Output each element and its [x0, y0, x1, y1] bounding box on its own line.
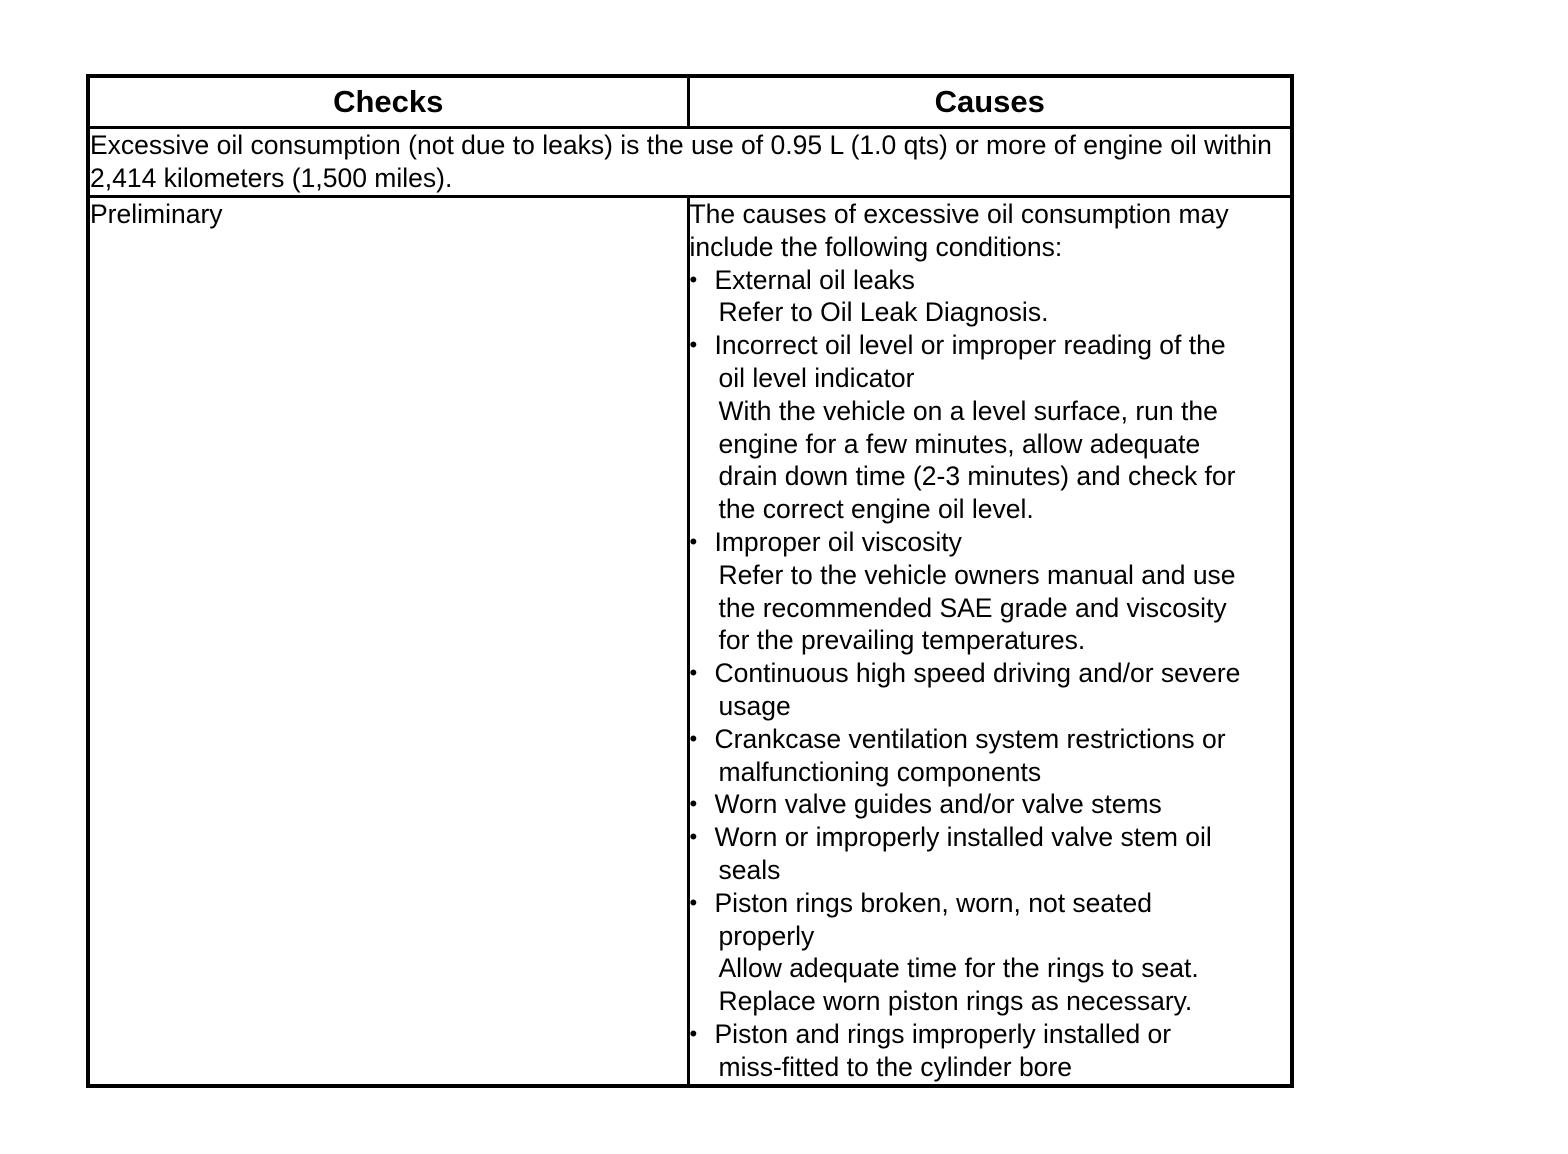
cause-title — [690, 264, 1291, 297]
cause-detail-line: properly — [718, 920, 815, 951]
bullet-icon: • — [689, 660, 698, 686]
cause-title-text: Crankcase ventilation system restrictions or — [714, 723, 1226, 754]
intro-row — [88, 128, 1292, 197]
cause-title-text: Piston rings broken, worn, not seated — [714, 887, 1152, 918]
cause-detail-line: oil level indicator — [718, 362, 915, 393]
cause-detail-line: the correct engine oil level. — [718, 494, 1034, 525]
bullet-icon: • — [689, 725, 698, 751]
cause-list-item — [690, 526, 1291, 657]
cause-list-item — [690, 1018, 1291, 1084]
cause-title — [690, 887, 1291, 920]
bullet-icon: • — [689, 791, 698, 817]
cause-list-item — [690, 723, 1291, 789]
cause-detail-line: Refer to Oil Leak Diagnosis. — [718, 297, 1049, 328]
cause-title-text: Worn or improperly installed valve stem oil — [714, 822, 1212, 853]
cause-title — [690, 657, 1291, 690]
cause-list-item — [690, 329, 1291, 526]
cause-title — [690, 1018, 1291, 1051]
causes-intro-line: include the following conditions: — [689, 231, 1063, 262]
causes-column-header: Causes — [688, 76, 1292, 128]
cause-list-item — [690, 788, 1291, 821]
causes-list — [690, 264, 1291, 1084]
bullet-icon: • — [689, 824, 698, 850]
bullet-icon: • — [689, 889, 698, 915]
cause-detail-line: seals — [718, 854, 781, 885]
table-row — [88, 197, 1292, 1087]
cause-title-text: Piston and rings improperly installed or — [714, 1018, 1172, 1049]
bullet-icon: • — [689, 1020, 698, 1046]
cause-title-text: Incorrect oil level or improper reading of the — [714, 330, 1226, 361]
cause-title — [690, 526, 1291, 559]
cause-detail-line: miss-fitted to the cylinder bore — [718, 1051, 1072, 1082]
cause-detail-line: Refer to the vehicle owners manual and use — [718, 559, 1236, 590]
cause-detail-line: Allow adequate time for the rings to seat. — [718, 953, 1199, 984]
cause-title-text: Worn valve guides and/or valve stems — [714, 789, 1162, 820]
cause-detail-line: Replace worn piston rings as necessary. — [718, 986, 1193, 1017]
oil-consumption-diagnostic-table — [86, 74, 1294, 1088]
cause-title — [690, 788, 1291, 821]
cause-list-item — [690, 264, 1291, 330]
bullet-icon: • — [689, 332, 698, 358]
cause-title-text: Improper oil viscosity — [714, 526, 962, 557]
definition-text: Excessive oil consumption (not due to leaks) is the use of 0.95 L (1.0 qts) or more of engine oil within 2,414 kilometers (1,500 miles). — [88, 128, 1292, 197]
checks-column-header: Checks — [88, 76, 688, 128]
cause-list-item — [690, 887, 1291, 1018]
cause-list-item — [690, 821, 1291, 887]
cause-detail-line: usage — [718, 690, 791, 721]
cause-title — [690, 329, 1291, 362]
cause-detail-line: With the vehicle on a level surface, run the — [718, 395, 1218, 426]
check-cell: Preliminary — [88, 197, 688, 1087]
bullet-icon: • — [689, 528, 698, 554]
cause-detail-line: for the prevailing temperatures. — [718, 625, 1086, 656]
causes-cell — [688, 197, 1292, 1087]
header-row — [88, 76, 1292, 128]
bullet-icon: • — [689, 266, 698, 292]
cause-title — [690, 821, 1291, 854]
cause-title — [690, 723, 1291, 756]
cause-detail-line: the recommended SAE grade and viscosity — [718, 592, 1227, 623]
cause-title-text: Continuous high speed driving and/or severe — [714, 658, 1241, 689]
cause-detail-line: engine for a few minutes, allow adequate — [718, 428, 1201, 459]
cause-detail-line: malfunctioning components — [718, 756, 1042, 787]
causes-intro-line: The causes of excessive oil consumption may — [689, 199, 1229, 229]
cause-title-text: External oil leaks — [714, 264, 915, 295]
cause-detail-line: drain down time (2-3 minutes) and check for — [718, 461, 1236, 492]
cause-list-item — [690, 657, 1291, 723]
